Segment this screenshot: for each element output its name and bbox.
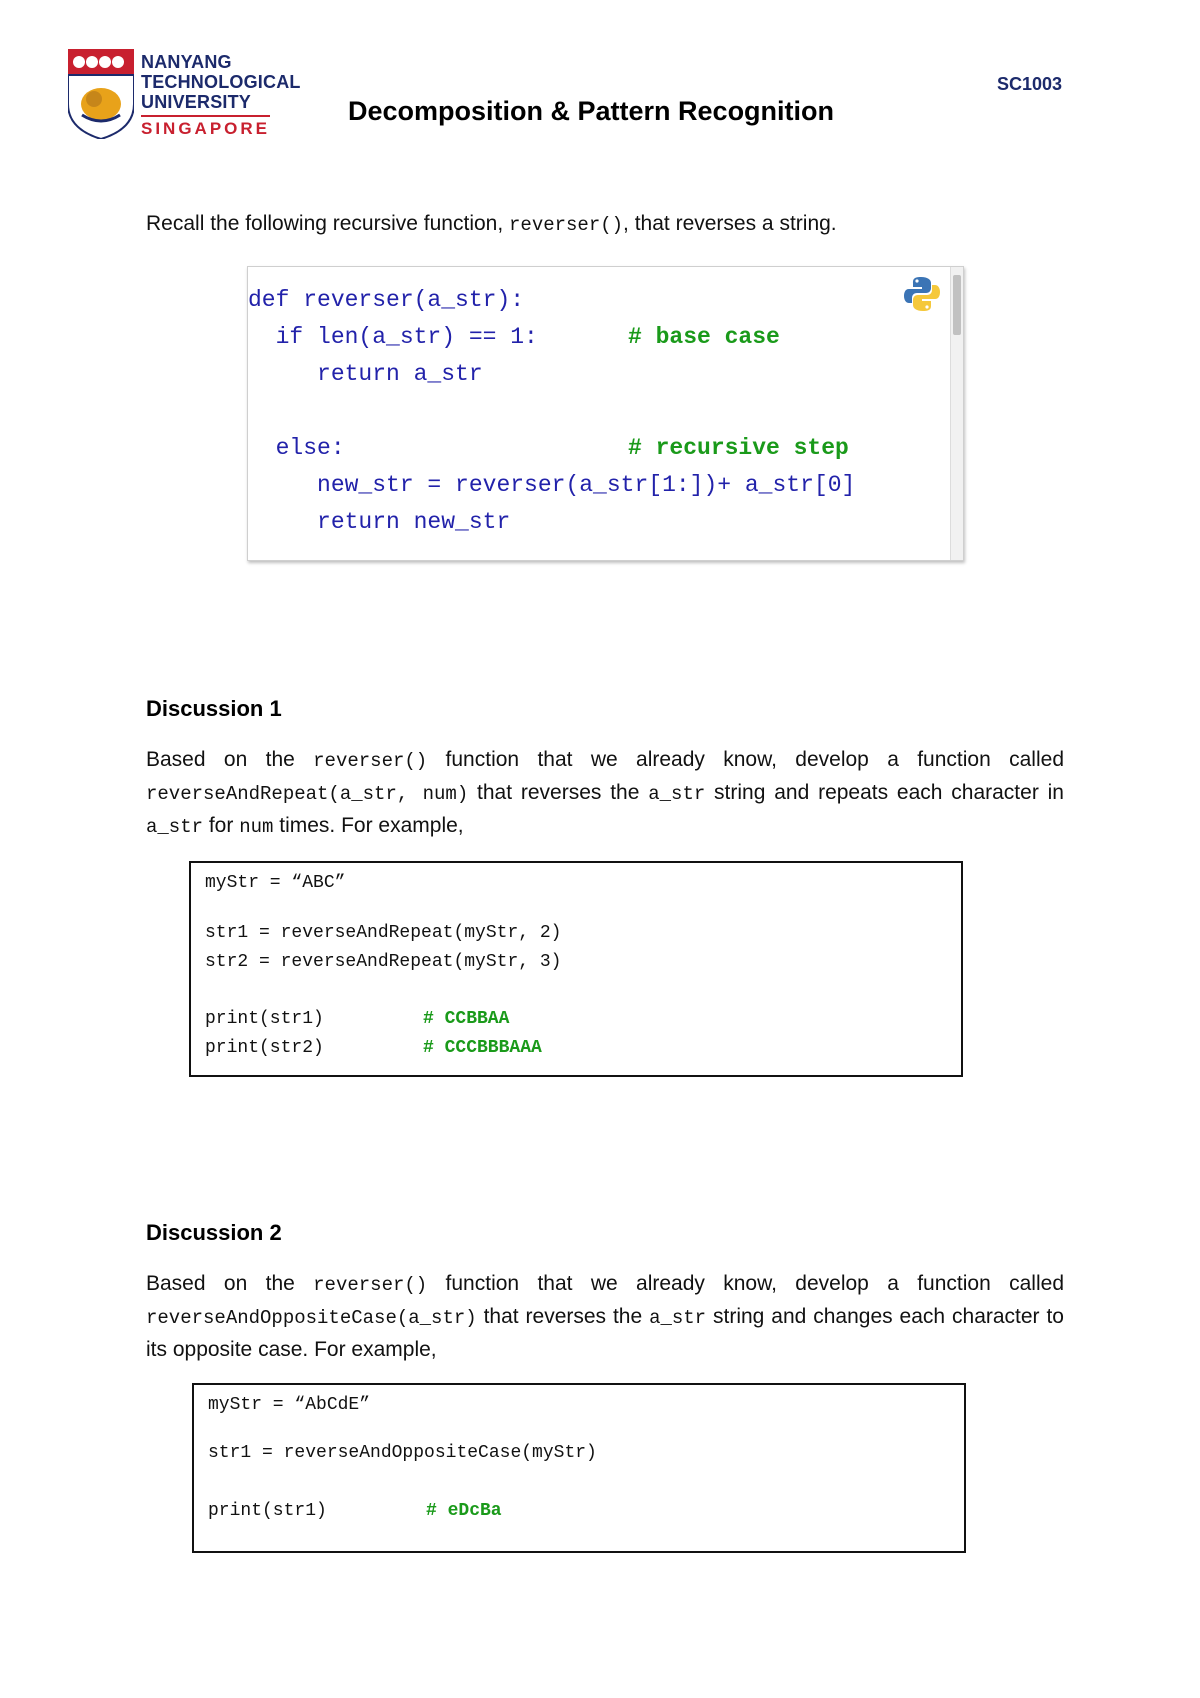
- code-line: return a_str: [248, 361, 483, 387]
- logo-line: TECHNOLOGICAL: [141, 72, 301, 92]
- example-line: str1 = reverseAndRepeat(myStr, 2): [205, 923, 562, 943]
- discussion-1-heading: Discussion 1: [146, 696, 282, 721]
- inline-code: reverseAndOppositeCase(a_str): [146, 1307, 477, 1329]
- intro-paragraph: [146, 208, 1064, 241]
- example-comment: # CCBBAA: [423, 1009, 510, 1029]
- course-code: SC1003: [996, 74, 1062, 94]
- vertical-scrollbar[interactable]: [950, 267, 963, 560]
- example-line: myStr = “AbCdE”: [208, 1395, 371, 1415]
- example-comment: # eDcBa: [426, 1501, 502, 1521]
- example-line: print(str2): [205, 1038, 324, 1058]
- inline-code: reverser(): [313, 1274, 428, 1296]
- inline-code: reverser(): [313, 750, 428, 772]
- example-box-1: [189, 861, 963, 1077]
- code-line: new_str = reverser(a_str[1:])+ a_str[0]: [248, 472, 856, 498]
- example-line: print(str1): [205, 1009, 324, 1029]
- example-line: print(str1): [208, 1501, 327, 1521]
- inline-code: a_str: [649, 1307, 707, 1329]
- discussion-2-paragraph: Based on the reverser() function that we already know, develop a function called reverseAndOppositeCase(a_str) that reverses the a_str string and changes each character to its opposite case. For example,: [146, 1272, 1064, 1361]
- example-comment: # CCCBBBAAA: [423, 1038, 542, 1058]
- ntu-logo: [68, 49, 304, 139]
- intro-text: , that reverses a string.: [623, 212, 837, 235]
- logo-wordmark: [141, 52, 301, 139]
- code-comment: # base case: [628, 324, 780, 350]
- logo-singapore: SINGAPORE: [141, 115, 270, 139]
- code-line: return new_str: [248, 509, 511, 535]
- intro-text: Recall the following recursive function,: [146, 212, 510, 235]
- example-line: myStr = “ABC”: [205, 873, 346, 893]
- document-title: Decomposition & Pattern Recognition: [348, 96, 835, 126]
- inline-code: reverser(): [509, 214, 624, 236]
- code-editor-panel: [247, 266, 964, 561]
- logo-line: NANYANG: [141, 52, 232, 72]
- inline-code: a_str: [146, 816, 204, 838]
- example-line: str1 = reverseAndOppositeCase(myStr): [208, 1443, 597, 1463]
- code-line: else:: [248, 435, 345, 461]
- inline-code: num: [239, 816, 274, 838]
- code-line: def reverser(a_str):: [248, 287, 525, 313]
- example-line: str2 = reverseAndRepeat(myStr, 3): [205, 952, 562, 972]
- code-comment: # recursive step: [628, 435, 849, 461]
- ntu-shield-icon: [68, 49, 134, 139]
- discussion-1-paragraph: Based on the reverser() function that we already know, develop a function called reverseAndRepeat(a_str, num) that reverses the a_str string and repeats each character in a_str for num times. For example,: [146, 748, 1064, 838]
- inline-code: a_str: [648, 783, 706, 805]
- scrollbar-thumb[interactable]: [953, 275, 961, 335]
- code-line: if len(a_str) == 1:: [248, 324, 538, 350]
- discussion-2-heading: Discussion 2: [146, 1220, 282, 1245]
- logo-line: UNIVERSITY: [141, 92, 252, 112]
- inline-code: reverseAndRepeat(a_str, num): [146, 783, 469, 805]
- python-icon: [903, 275, 941, 313]
- example-box-2: [192, 1383, 966, 1553]
